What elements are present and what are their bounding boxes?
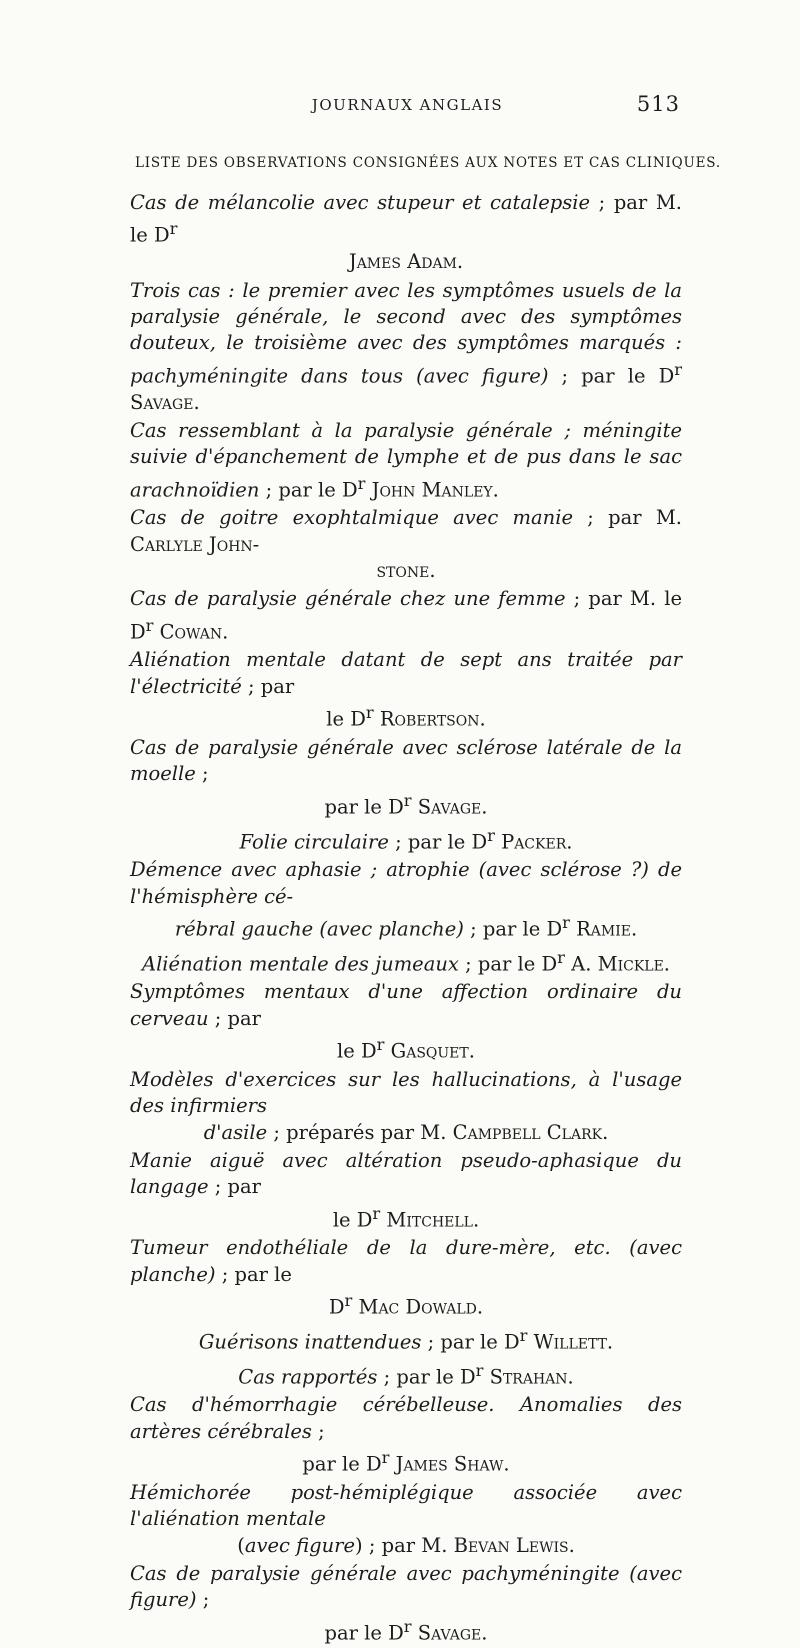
observation-entry: Aliénation mentale des jumeaux ; par le $D^r$ A. Mickle. — [141, 947, 670, 976]
observation-entry: Cas rapportés ; par le $D^r$ Strahan. — [238, 1360, 574, 1389]
observation-entry: Cas d'hémorrhagie cérébelleuse. Anomalies des artères cérébrales ; par le $D^r$ James Shaw. — [130, 1393, 682, 1476]
observation-entry: Tumeur endothéliale de la dure-mère, etc. (avec planche) ; par le $D^r$ Mac Dowald. — [130, 1236, 682, 1319]
observation-entry: Cas de mélancolie avec stupeur et catalepsie ; par M. le $D^r$ James Adam. — [130, 191, 683, 274]
observation-entry: Cas de goitre exophtalmique avec manie ; par M. Carlyle John- stone. — [130, 506, 682, 583]
observation-entry: Démence avec aphasie ; atrophie (avec sclérose ?) de l'hémisphère cé- rébral gauche (avec planche) ; par le $D^r$ Ramie. — [130, 858, 682, 941]
observation-entry: Guérisons inattendues ; par le $D^r$ Willett. — [198, 1326, 614, 1354]
observation-entry: Cas ressemblant à la paralysie générale ; méningite suivie d'épanchement de lymphe et de pus dans le sac arachnoïdien ; par le $D^r$ John Manley. — [130, 418, 682, 502]
observation-entry: Trois cas : le premier avec les symptômes usuels de la paralysie générale, le second avec des symptômes douteux, le troisième avec des symptômes marqués : pachyméningite dans tous (avec figure) ; par le $D^r$ Savage. — [130, 278, 682, 414]
observation-entry: Cas de paralysie générale avec pachyméningite (avec figure) ; par le $D^r$ Savage. — [130, 1561, 682, 1645]
observation-entry: Aliénation mentale datant de sept ans traitée par l'électricité ; par le $D^r$ Robertson. — [130, 648, 682, 731]
observation-entry: Cas de paralysie générale chez une femme ; par M. le $D^r$ Cowan. — [130, 587, 682, 644]
running-header — [135, 92, 680, 122]
page-number: 513 — [636, 92, 680, 116]
observation-entry: Folie circulaire ; par le $D^r$ Packer. — [239, 825, 573, 854]
observation-list — [130, 190, 682, 1648]
observation-entry: Symptômes mentaux d'une affection ordinaire du cerveau ; par le $D^r$ Gasquet. — [130, 980, 682, 1063]
running-title: JOURNAUX ANGLAIS — [311, 96, 504, 114]
observation-entry: Modèles d'exercices sur les hallucinations, à l'usage des infirmiers d'asile ; préparés par M. Campbell Clark. — [130, 1067, 682, 1144]
observation-entry: Cas de paralysie générale avec sclérose latérale de la moelle ; par le $D^r$ Savage. — [130, 736, 682, 819]
observation-entry: Hémichorée post-hémiplégique associée avec l'aliénation mentale (avec figure) ; par M. Bevan Lewis. — [130, 1480, 682, 1557]
list-heading: LISTE DES OBSERVATIONS CONSIGNÉES AUX NOTES ET CAS CLINIQUES. — [135, 155, 721, 171]
observation-entry: Manie aiguë avec altération pseudo-aphasique du langage ; par le $D^r$ Mitchell. — [130, 1148, 682, 1232]
